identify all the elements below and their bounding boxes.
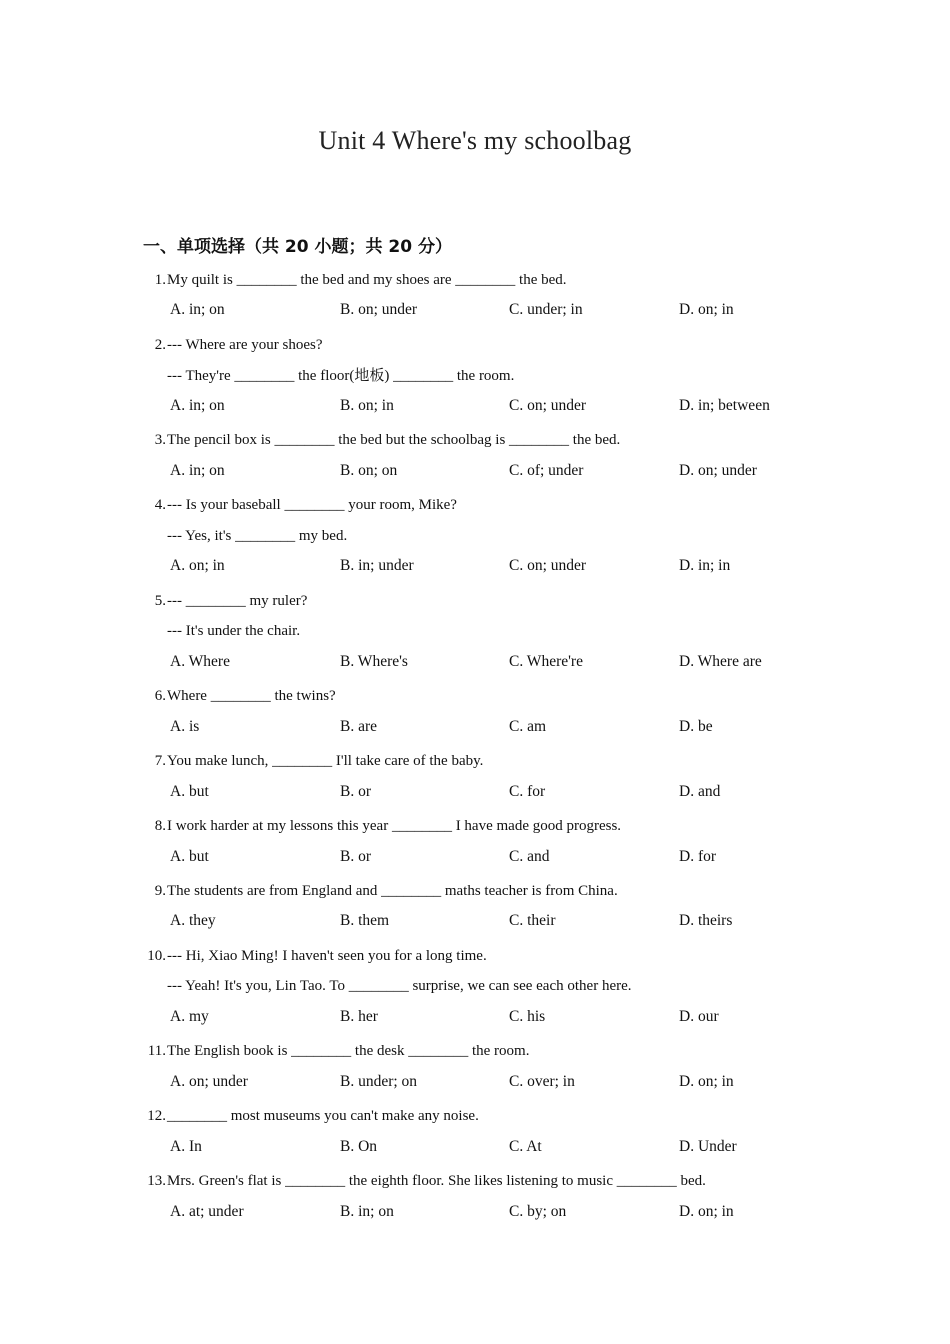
option-d[interactable]: D. theirs <box>679 912 733 929</box>
option-b[interactable]: B. or <box>340 783 371 800</box>
option-d[interactable]: D. in; between <box>679 397 770 414</box>
option-b[interactable]: B. Where's <box>340 653 408 670</box>
question-stem: ________ most museums you can't make any noise. <box>167 1108 479 1124</box>
question-stem: My quilt is ________ the bed and my shoes are ________ the bed. <box>167 272 567 288</box>
option-c[interactable]: C. over; in <box>509 1073 575 1090</box>
option-c[interactable]: C. by; on <box>509 1203 567 1220</box>
option-d[interactable]: D. on; in <box>679 301 734 318</box>
option-b[interactable]: B. on; under <box>340 301 418 318</box>
option-c[interactable]: C. on; under <box>509 397 587 414</box>
question-number: 1. <box>154 272 166 288</box>
option-a[interactable]: A. In <box>170 1138 202 1155</box>
option-c[interactable]: C. At <box>509 1138 542 1155</box>
question-stem-line-2: --- It's under the chair. <box>167 623 301 639</box>
question-number: 11. <box>147 1043 166 1059</box>
option-d[interactable]: D. for <box>679 848 717 865</box>
option-a[interactable]: A. but <box>170 783 209 800</box>
question-number: 5. <box>154 593 166 609</box>
option-c[interactable]: C. Where're <box>509 653 583 670</box>
page-title: Unit 4 Where's my schoolbag <box>318 126 632 155</box>
option-a[interactable]: A. they <box>170 912 216 929</box>
option-d[interactable]: D. and <box>679 783 721 800</box>
question-stem: I work harder at my lessons this year ________ I have made good progress. <box>167 818 622 834</box>
option-c[interactable]: C. and <box>509 848 550 865</box>
option-d[interactable]: D. on; in <box>679 1073 734 1090</box>
section-heading: 一、单项选择（共 20 小题；共 20 分） <box>143 237 452 257</box>
option-b[interactable]: B. her <box>340 1008 378 1025</box>
option-c[interactable]: C. for <box>509 783 546 800</box>
option-d[interactable]: D. Where are <box>679 653 762 670</box>
option-b[interactable]: B. them <box>340 912 390 929</box>
option-a[interactable]: A. but <box>170 848 209 865</box>
option-d[interactable]: D. Under <box>679 1138 737 1155</box>
option-a[interactable]: A. on; under <box>170 1073 248 1090</box>
option-d[interactable]: D. in; in <box>679 557 731 574</box>
question-number: 9. <box>154 883 166 899</box>
question-stem: --- ________ my ruler? <box>167 593 308 609</box>
option-a[interactable]: A. in; on <box>170 301 225 318</box>
question-number: 13. <box>147 1173 166 1189</box>
option-b[interactable]: B. On <box>340 1138 378 1155</box>
option-c[interactable]: C. of; under <box>509 462 584 479</box>
question-stem-line-2: --- They're ________ the floor(地板) ________ the room. <box>167 368 515 384</box>
option-b[interactable]: B. in; under <box>340 557 414 574</box>
question-number: 7. <box>154 753 166 769</box>
question-stem: The English book is ________ the desk ________ the room. <box>167 1043 530 1059</box>
option-d[interactable]: D. on; in <box>679 1203 734 1220</box>
option-a[interactable]: A. in; on <box>170 462 225 479</box>
question-stem: The students are from England and ________ maths teacher is from China. <box>167 883 618 899</box>
question-number: 12. <box>147 1108 166 1124</box>
question-number: 3. <box>154 432 166 448</box>
option-b[interactable]: B. on; on <box>340 462 398 479</box>
option-c[interactable]: C. his <box>509 1008 546 1025</box>
option-a[interactable]: A. in; on <box>170 397 225 414</box>
question-stem: Where ________ the twins? <box>167 688 336 704</box>
option-c[interactable]: C. on; under <box>509 557 587 574</box>
question-stem: Mrs. Green's flat is ________ the eighth floor. She likes listening to music ________ bed. <box>167 1173 706 1189</box>
option-a[interactable]: A. my <box>170 1008 209 1025</box>
question-stem: The pencil box is ________ the bed but the schoolbag is ________ the bed. <box>167 432 621 448</box>
option-b[interactable]: B. in; on <box>340 1203 394 1220</box>
question-number: 2. <box>154 337 166 353</box>
question-stem: You make lunch, ________ I'll take care of the baby. <box>167 753 484 769</box>
option-b[interactable]: B. on; in <box>340 397 394 414</box>
question-number: 10. <box>147 948 166 964</box>
question-number: 4. <box>154 497 166 513</box>
question-stem: --- Is your baseball ________ your room, Mike? <box>167 497 457 513</box>
option-c[interactable]: C. under; in <box>509 301 583 318</box>
question-stem-line-2: --- Yeah! It's you, Lin Tao. To ________ surprise, we can see each other here. <box>167 978 632 994</box>
option-a[interactable]: A. at; under <box>170 1203 244 1220</box>
option-a[interactable]: A. Where <box>170 653 230 670</box>
question-stem-line-2: --- Yes, it's ________ my bed. <box>167 528 348 544</box>
option-b[interactable]: B. under; on <box>340 1073 418 1090</box>
question-stem: --- Where are your shoes? <box>167 337 323 353</box>
option-c[interactable]: C. their <box>509 912 556 929</box>
option-a[interactable]: A. is <box>170 718 200 735</box>
question-number: 8. <box>154 818 166 834</box>
option-b[interactable]: B. or <box>340 848 371 865</box>
option-c[interactable]: C. am <box>509 718 547 735</box>
option-d[interactable]: D. on; under <box>679 462 757 479</box>
option-b[interactable]: B. are <box>340 718 378 735</box>
option-a[interactable]: A. on; in <box>170 557 225 574</box>
option-d[interactable]: D. our <box>679 1008 719 1025</box>
option-d[interactable]: D. be <box>679 718 713 735</box>
question-number: 6. <box>154 688 166 704</box>
question-stem: --- Hi, Xiao Ming! I haven't seen you for a long time. <box>167 948 487 964</box>
